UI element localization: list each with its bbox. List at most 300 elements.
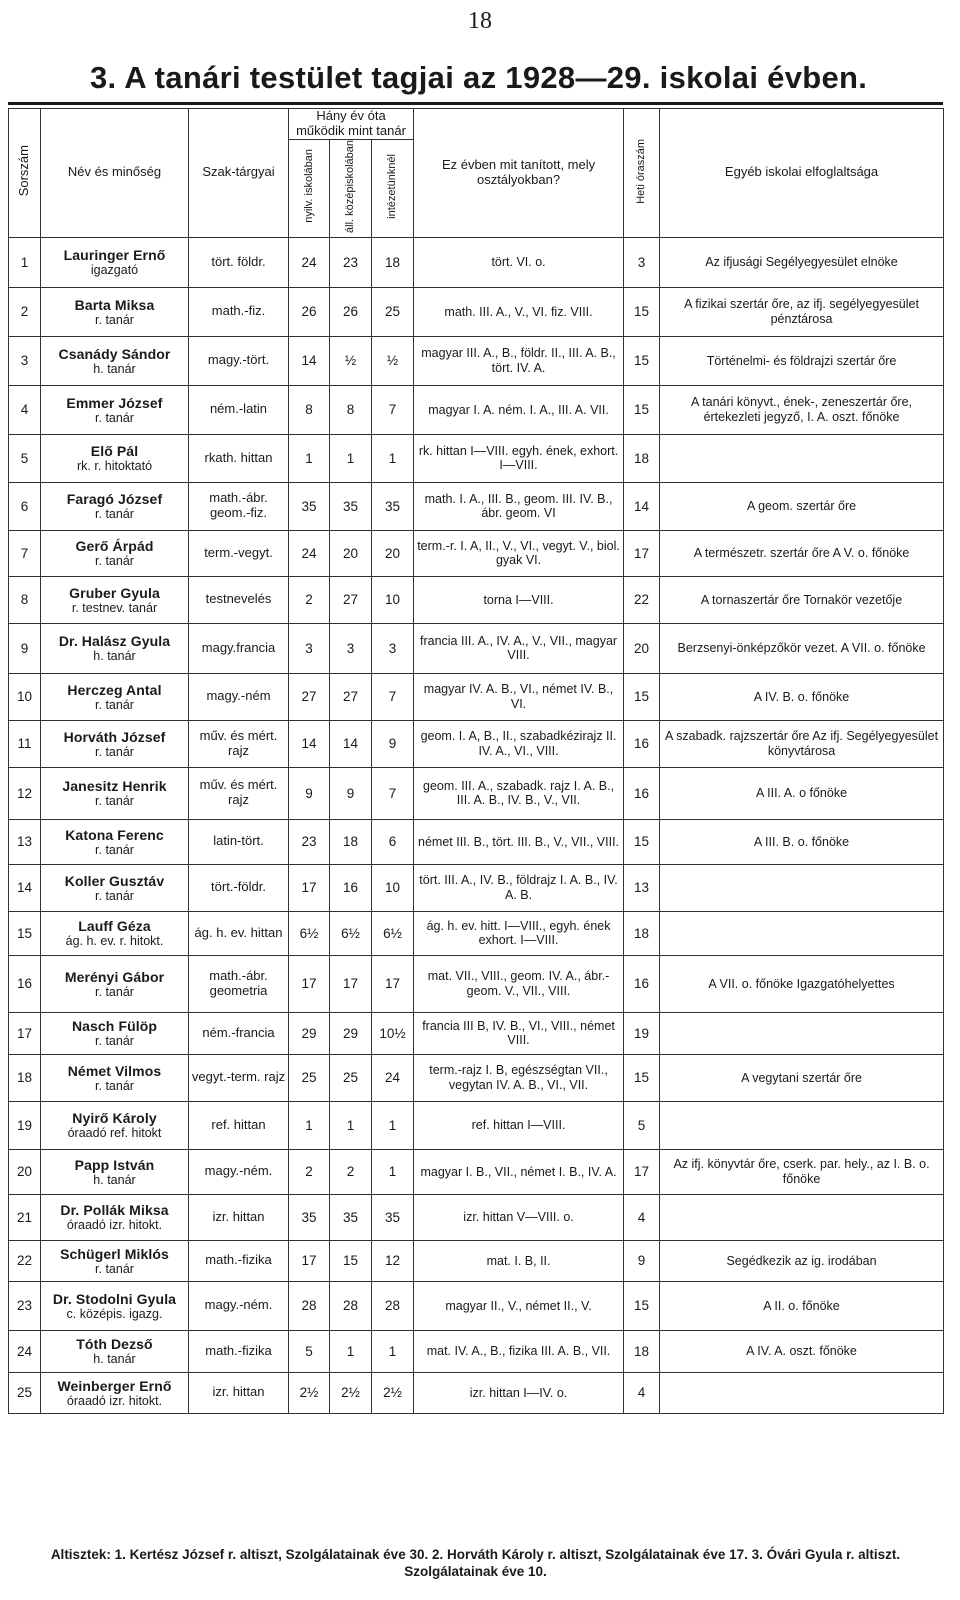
- name-cell: [41, 385, 189, 434]
- row-number-cell: 21: [9, 1194, 41, 1240]
- other-duties-cell: A VII. o. főnöke Igazgatóhelyettes: [660, 955, 944, 1012]
- years-here-cell: 2½: [372, 1372, 414, 1413]
- other-duties-cell: A tornaszertár őre Tornakör vezetője: [660, 576, 944, 623]
- years-state-cell: 8: [330, 385, 372, 434]
- subject-cell: ref. hittan: [189, 1101, 289, 1149]
- table-row: [9, 1330, 944, 1372]
- years-public-cell: 17: [289, 955, 330, 1012]
- weekly-hours-cell: 17: [624, 530, 660, 576]
- years-state-cell: 17: [330, 955, 372, 1012]
- row-number-cell: 19: [9, 1101, 41, 1149]
- header-years-state: áll. középiskolában: [330, 139, 372, 237]
- teacher-name: Papp István: [74, 1156, 155, 1173]
- teacher-name: Gerő Árpád: [75, 538, 154, 555]
- weekly-hours-cell: 18: [624, 911, 660, 955]
- years-state-cell: 29: [330, 1012, 372, 1054]
- row-number-cell: 11: [9, 720, 41, 767]
- subject-cell: math.-fizika: [189, 1240, 289, 1281]
- years-state-cell: 1: [330, 1330, 372, 1372]
- table-row: [9, 623, 944, 673]
- years-here-cell: 25: [372, 287, 414, 336]
- years-state-cell: 14: [330, 720, 372, 767]
- years-public-cell: 17: [289, 864, 330, 911]
- weekly-hours-cell: 15: [624, 1054, 660, 1101]
- table-row: [9, 287, 944, 336]
- teacher-rank: r. tanár: [95, 507, 134, 522]
- taught-cell: rk. hittan I—VIII. egyh. ének, exhort. I—VIII.: [414, 434, 624, 482]
- row-number-cell: 3: [9, 336, 41, 385]
- teacher-rank: r. tanár: [95, 312, 134, 327]
- weekly-hours-cell: 3: [624, 237, 660, 287]
- title-rule: [8, 102, 943, 105]
- other-duties-cell: [660, 1101, 944, 1149]
- years-here-cell: 7: [372, 385, 414, 434]
- taught-cell: ref. hittan I—VIII.: [414, 1101, 624, 1149]
- other-duties-cell: A IV. B. o. főnöke: [660, 673, 944, 720]
- teacher-rank: rk. r. hitoktató: [76, 459, 153, 474]
- teacher-name: Schügerl Miklós: [60, 1245, 169, 1262]
- taught-cell: francia III B, IV. B., VI., VIII., német VIII.: [414, 1012, 624, 1054]
- taught-cell: ág. h. ev. hitt. I—VIII., egyh. ének exhort. I—VIII.: [414, 911, 624, 955]
- other-duties-cell: [660, 864, 944, 911]
- years-state-cell: 2: [330, 1149, 372, 1194]
- taught-cell: torna I—VIII.: [414, 576, 624, 623]
- name-cell: [41, 1054, 189, 1101]
- table-row: [9, 1149, 944, 1194]
- subject-cell: műv. és mért. rajz: [189, 720, 289, 767]
- weekly-hours-cell: 15: [624, 336, 660, 385]
- header-subjects: Szak-tárgyai: [189, 109, 289, 238]
- name-cell: [41, 911, 189, 955]
- table-row: [9, 530, 944, 576]
- years-here-cell: 20: [372, 530, 414, 576]
- subject-cell: izr. hittan: [189, 1194, 289, 1240]
- row-number-cell: 4: [9, 385, 41, 434]
- years-here-cell: 6½: [372, 911, 414, 955]
- other-duties-cell: Az ifjusági Segélyegyesület elnöke: [660, 237, 944, 287]
- other-duties-cell: A IV. A. oszt. főnöke: [660, 1330, 944, 1372]
- name-cell: [41, 1330, 189, 1372]
- years-public-cell: 14: [289, 336, 330, 385]
- teacher-name: Horváth József: [63, 728, 166, 745]
- teacher-rank: r. tanár: [95, 554, 134, 569]
- name-cell: [41, 1149, 189, 1194]
- years-state-cell: 26: [330, 287, 372, 336]
- subject-cell: math.-fizika: [189, 1330, 289, 1372]
- taught-cell: geom. III. A., szabadk. rajz I. A. B., III. A. B., IV. B., V., VII.: [414, 767, 624, 819]
- years-here-cell: 10: [372, 864, 414, 911]
- subject-cell: tört. földr.: [189, 237, 289, 287]
- weekly-hours-cell: 13: [624, 864, 660, 911]
- row-number-cell: 17: [9, 1012, 41, 1054]
- years-here-cell: 12: [372, 1240, 414, 1281]
- years-public-cell: 3: [289, 623, 330, 673]
- teacher-rank: r. tanár: [95, 1034, 134, 1049]
- name-cell: [41, 287, 189, 336]
- teacher-name: Emmer József: [66, 394, 163, 411]
- name-cell: [41, 530, 189, 576]
- other-duties-cell: A geom. szertár őre: [660, 482, 944, 530]
- years-state-cell: 35: [330, 1194, 372, 1240]
- years-state-cell: 20: [330, 530, 372, 576]
- years-state-cell: 35: [330, 482, 372, 530]
- table-row: [9, 720, 944, 767]
- table-row: [9, 385, 944, 434]
- subject-cell: term.-vegyt.: [189, 530, 289, 576]
- teacher-name: Herczeg Antal: [67, 681, 162, 698]
- weekly-hours-cell: 9: [624, 1240, 660, 1281]
- other-duties-cell: [660, 434, 944, 482]
- name-cell: [41, 819, 189, 864]
- years-public-cell: 28: [289, 1281, 330, 1330]
- other-duties-cell: A II. o. főnöke: [660, 1281, 944, 1330]
- taught-cell: tört. VI. o.: [414, 237, 624, 287]
- years-public-cell: 25: [289, 1054, 330, 1101]
- row-number-cell: 23: [9, 1281, 41, 1330]
- table-row: [9, 955, 944, 1012]
- years-public-cell: 1: [289, 434, 330, 482]
- header-other-duties: Egyéb iskolai elfoglaltsága: [660, 109, 944, 238]
- teacher-name: Elő Pál: [90, 443, 139, 460]
- years-state-cell: 27: [330, 673, 372, 720]
- subject-cell: latin-tört.: [189, 819, 289, 864]
- subject-cell: magy.-ném.: [189, 1281, 289, 1330]
- years-state-cell: 2½: [330, 1372, 372, 1413]
- taught-cell: mat. IV. A., B., fizika III. A. B., VII.: [414, 1330, 624, 1372]
- row-number-cell: 15: [9, 911, 41, 955]
- row-number-cell: 24: [9, 1330, 41, 1372]
- years-public-cell: 2: [289, 576, 330, 623]
- taught-cell: magyar II., V., német II., V.: [414, 1281, 624, 1330]
- teacher-name: Nasch Fülöp: [71, 1018, 158, 1035]
- header-weekly-hours: Heti óraszám: [624, 109, 660, 238]
- years-here-cell: 9: [372, 720, 414, 767]
- row-number-cell: 7: [9, 530, 41, 576]
- name-cell: [41, 673, 189, 720]
- row-number-cell: 14: [9, 864, 41, 911]
- taught-cell: math. III. A., V., VI. fiz. VIII.: [414, 287, 624, 336]
- taught-cell: term.-rajz I. B, egészségtan VII., vegytan IV. A. B., VI., VII.: [414, 1054, 624, 1101]
- years-state-cell: 1: [330, 1101, 372, 1149]
- years-state-cell: 23: [330, 237, 372, 287]
- years-public-cell: 2½: [289, 1372, 330, 1413]
- other-duties-cell: [660, 1372, 944, 1413]
- teacher-rank: óraadó izr. hitokt.: [66, 1393, 163, 1408]
- teacher-name: Katona Ferenc: [65, 826, 164, 843]
- table-row: [9, 336, 944, 385]
- table-row: [9, 819, 944, 864]
- name-cell: [41, 1012, 189, 1054]
- years-public-cell: 24: [289, 237, 330, 287]
- row-number-cell: 22: [9, 1240, 41, 1281]
- years-public-cell: 2: [289, 1149, 330, 1194]
- subject-cell: ág. h. ev. hittan: [189, 911, 289, 955]
- years-public-cell: 26: [289, 287, 330, 336]
- table-row: [9, 911, 944, 955]
- other-duties-cell: [660, 911, 944, 955]
- teacher-name: Lauff Géza: [78, 918, 151, 935]
- years-public-cell: 5: [289, 1330, 330, 1372]
- weekly-hours-cell: 4: [624, 1372, 660, 1413]
- table-row: [9, 237, 944, 287]
- years-public-cell: 35: [289, 482, 330, 530]
- weekly-hours-cell: 19: [624, 1012, 660, 1054]
- weekly-hours-cell: 16: [624, 955, 660, 1012]
- taught-cell: math. I. A., III. B., geom. III. IV. B., ábr. geom. VI: [414, 482, 624, 530]
- teacher-name: Faragó József: [66, 491, 163, 508]
- years-here-cell: 35: [372, 1194, 414, 1240]
- row-number-cell: 2: [9, 287, 41, 336]
- weekly-hours-cell: 17: [624, 1149, 660, 1194]
- years-public-cell: 24: [289, 530, 330, 576]
- weekly-hours-cell: 14: [624, 482, 660, 530]
- table-row: [9, 1101, 944, 1149]
- teacher-name: Dr. Stodolni Gyula: [52, 1290, 177, 1307]
- table-row: [9, 1194, 944, 1240]
- table-row: [9, 1054, 944, 1101]
- teacher-rank: óraadó ref. hitokt: [67, 1126, 162, 1141]
- other-duties-cell: A III. B. o. főnöke: [660, 819, 944, 864]
- teacher-name: Dr. Halász Gyula: [58, 633, 171, 650]
- years-state-cell: 16: [330, 864, 372, 911]
- years-public-cell: 14: [289, 720, 330, 767]
- years-here-cell: 1: [372, 1101, 414, 1149]
- row-number-cell: 6: [9, 482, 41, 530]
- teacher-rank: h. tanár: [93, 649, 136, 664]
- teacher-rank: h. tanár: [93, 1352, 136, 1367]
- name-cell: [41, 955, 189, 1012]
- name-cell: [41, 434, 189, 482]
- weekly-hours-cell: 18: [624, 1330, 660, 1372]
- years-state-cell: 15: [330, 1240, 372, 1281]
- subject-cell: vegyt.-term. rajz: [189, 1054, 289, 1101]
- teacher-rank: ág. h. ev. r. hitokt.: [65, 934, 164, 949]
- subject-cell: math.-ábr. geometria: [189, 955, 289, 1012]
- teacher-rank: r. tanár: [95, 888, 134, 903]
- header-sorszam: Sorszám: [9, 109, 41, 238]
- weekly-hours-cell: 16: [624, 720, 660, 767]
- subject-cell: magy.-ném.: [189, 1149, 289, 1194]
- years-here-cell: ½: [372, 336, 414, 385]
- teacher-rank: h. tanár: [93, 361, 136, 376]
- taught-cell: term.-r. I. A, II., V., VI., vegyt. V., biol. gyak VI.: [414, 530, 624, 576]
- weekly-hours-cell: 16: [624, 767, 660, 819]
- teacher-name: Csanády Sándor: [58, 345, 171, 362]
- taught-cell: izr. hittan I—IV. o.: [414, 1372, 624, 1413]
- taught-cell: német III. B., tört. III. B., V., VII., VIII.: [414, 819, 624, 864]
- weekly-hours-cell: 15: [624, 385, 660, 434]
- years-here-cell: 1: [372, 1149, 414, 1194]
- row-number-cell: 10: [9, 673, 41, 720]
- table-row: [9, 434, 944, 482]
- subject-cell: ném.-latin: [189, 385, 289, 434]
- staff-table: [8, 108, 944, 1414]
- weekly-hours-cell: 18: [624, 434, 660, 482]
- table-row: [9, 673, 944, 720]
- teacher-rank: óraadó izr. hitokt.: [66, 1218, 163, 1233]
- other-duties-cell: Berzsenyi-önképzőkör vezet. A VII. o. főnöke: [660, 623, 944, 673]
- years-state-cell: 18: [330, 819, 372, 864]
- years-here-cell: 3: [372, 623, 414, 673]
- table-row: [9, 576, 944, 623]
- name-cell: [41, 1372, 189, 1413]
- teacher-name: Gruber Gyula: [69, 584, 160, 601]
- years-public-cell: 9: [289, 767, 330, 819]
- years-public-cell: 27: [289, 673, 330, 720]
- taught-cell: mat. VII., VIII., geom. IV. A., ábr.-geom. V., VII., VIII.: [414, 955, 624, 1012]
- weekly-hours-cell: 5: [624, 1101, 660, 1149]
- years-here-cell: 7: [372, 673, 414, 720]
- weekly-hours-cell: 4: [624, 1194, 660, 1240]
- header-name: Név és minőség: [41, 109, 189, 238]
- years-state-cell: 27: [330, 576, 372, 623]
- years-public-cell: 23: [289, 819, 330, 864]
- years-here-cell: 10: [372, 576, 414, 623]
- years-here-cell: 24: [372, 1054, 414, 1101]
- years-public-cell: 1: [289, 1101, 330, 1149]
- footer-note: Altisztek: 1. Kertész József r. altiszt, Szolgálatainak éve 30. 2. Horváth Károly r. altiszt, Szolgálatainak éve 17. 3. Óvári Gyula r. altiszt. Szolgálatainak éve 10.: [50, 1547, 901, 1579]
- years-state-cell: 25: [330, 1054, 372, 1101]
- name-cell: [41, 237, 189, 287]
- years-here-cell: 10½: [372, 1012, 414, 1054]
- years-here-cell: 35: [372, 482, 414, 530]
- other-duties-cell: Az ifj. könyvtár őre, cserk. par. hely., az I. B. o. főnöke: [660, 1149, 944, 1194]
- name-cell: [41, 1281, 189, 1330]
- other-duties-cell: [660, 1012, 944, 1054]
- other-duties-cell: A tanári könyvt., ének-, zeneszertár őre, értekezleti jegyző, I. A. oszt. főnöke: [660, 385, 944, 434]
- teacher-name: Nyirő Károly: [72, 1110, 157, 1127]
- other-duties-cell: A vegytani szertár őre: [660, 1054, 944, 1101]
- subject-cell: testnevelés: [189, 576, 289, 623]
- weekly-hours-cell: 15: [624, 1281, 660, 1330]
- taught-cell: francia III. A., IV. A., V., VII., magyar VIII.: [414, 623, 624, 673]
- teacher-rank: r. tanár: [95, 744, 134, 759]
- subject-cell: magy.-ném: [189, 673, 289, 720]
- subject-cell: math.-ábr. geom.-fiz.: [189, 482, 289, 530]
- table-row: [9, 1372, 944, 1413]
- subject-cell: műv. és mért. rajz: [189, 767, 289, 819]
- teacher-name: Janesitz Henrik: [62, 778, 167, 795]
- row-number-cell: 9: [9, 623, 41, 673]
- weekly-hours-cell: 15: [624, 287, 660, 336]
- other-duties-cell: A fizikai szertár őre, az ifj. segélyegyesület pénztárosa: [660, 287, 944, 336]
- subject-cell: izr. hittan: [189, 1372, 289, 1413]
- teacher-rank: igazgató: [90, 263, 139, 278]
- teacher-rank: c. középis. igazg.: [66, 1306, 163, 1321]
- weekly-hours-cell: 15: [624, 673, 660, 720]
- teacher-rank: h. tanár: [93, 1172, 136, 1187]
- years-public-cell: 17: [289, 1240, 330, 1281]
- years-state-cell: 3: [330, 623, 372, 673]
- years-state-cell: 28: [330, 1281, 372, 1330]
- header-years-public: nyilv. iskolában: [289, 139, 330, 237]
- table-row: [9, 1012, 944, 1054]
- years-public-cell: 29: [289, 1012, 330, 1054]
- years-here-cell: 1: [372, 1330, 414, 1372]
- years-state-cell: 1: [330, 434, 372, 482]
- years-here-cell: 1: [372, 434, 414, 482]
- taught-cell: mat. I. B, II.: [414, 1240, 624, 1281]
- weekly-hours-cell: 20: [624, 623, 660, 673]
- teacher-rank: r. tanár: [95, 697, 134, 712]
- header-years-group: Hány év óta működik mint tanár: [289, 109, 414, 140]
- other-duties-cell: Történelmi- és földrajzi szertár őre: [660, 336, 944, 385]
- years-state-cell: ½: [330, 336, 372, 385]
- page-number: 18: [468, 8, 492, 34]
- weekly-hours-cell: 22: [624, 576, 660, 623]
- row-number-cell: 1: [9, 237, 41, 287]
- name-cell: [41, 623, 189, 673]
- subject-cell: math.-fiz.: [189, 287, 289, 336]
- row-number-cell: 25: [9, 1372, 41, 1413]
- other-duties-cell: A III. A. o főnöke: [660, 767, 944, 819]
- name-cell: [41, 767, 189, 819]
- taught-cell: tört. III. A., IV. B., földrajz I. A. B., IV. A. B.: [414, 864, 624, 911]
- years-public-cell: 8: [289, 385, 330, 434]
- years-state-cell: 6½: [330, 911, 372, 955]
- taught-cell: magyar I. B., VII., német I. B., IV. A.: [414, 1149, 624, 1194]
- taught-cell: magyar I. A. ném. I. A., III. A. VII.: [414, 385, 624, 434]
- subject-cell: magy.-tört.: [189, 336, 289, 385]
- teacher-rank: r. tanár: [95, 1261, 134, 1276]
- table-row: [9, 482, 944, 530]
- years-here-cell: 28: [372, 1281, 414, 1330]
- table-row: [9, 1240, 944, 1281]
- teacher-rank: r. tanár: [95, 984, 134, 999]
- name-cell: [41, 1240, 189, 1281]
- years-here-cell: 18: [372, 237, 414, 287]
- years-public-cell: 6½: [289, 911, 330, 955]
- teacher-rank: r. testnev. tanár: [71, 600, 158, 615]
- subject-cell: ném.-francia: [189, 1012, 289, 1054]
- row-number-cell: 16: [9, 955, 41, 1012]
- teacher-name: Barta Miksa: [74, 296, 155, 313]
- teacher-rank: r. tanár: [95, 794, 134, 809]
- row-number-cell: 20: [9, 1149, 41, 1194]
- header-taught: Ez évben mit tanított, mely osztályokban?: [414, 109, 624, 238]
- teacher-name: Weinberger Ernő: [57, 1377, 172, 1394]
- name-cell: [41, 720, 189, 767]
- taught-cell: geom. I. A, B., II., szabadkézirajz II. IV. A., VI., VIII.: [414, 720, 624, 767]
- other-duties-cell: [660, 1194, 944, 1240]
- other-duties-cell: A természetr. szertár őre A V. o. főnöke: [660, 530, 944, 576]
- teacher-name: Tóth Dezső: [76, 1336, 153, 1353]
- teacher-name: Lauringer Ernő: [63, 247, 166, 264]
- teacher-name: Merényi Gábor: [64, 968, 165, 985]
- teacher-rank: r. tanár: [95, 842, 134, 857]
- name-cell: [41, 482, 189, 530]
- teacher-rank: r. tanár: [95, 1078, 134, 1093]
- years-public-cell: 35: [289, 1194, 330, 1240]
- row-number-cell: 5: [9, 434, 41, 482]
- years-state-cell: 9: [330, 767, 372, 819]
- subject-cell: rkath. hittan: [189, 434, 289, 482]
- name-cell: [41, 864, 189, 911]
- name-cell: [41, 336, 189, 385]
- subject-cell: tört.-földr.: [189, 864, 289, 911]
- taught-cell: magyar III. A., B., földr. II., III. A. B., tört. IV. A.: [414, 336, 624, 385]
- teacher-name: Német Vilmos: [67, 1062, 162, 1079]
- years-here-cell: 6: [372, 819, 414, 864]
- weekly-hours-cell: 15: [624, 819, 660, 864]
- header-years-here: intézetünknél: [372, 139, 414, 237]
- teacher-name: Dr. Pollák Miksa: [60, 1202, 169, 1219]
- years-here-cell: 7: [372, 767, 414, 819]
- other-duties-cell: Segédkezik az ig. irodában: [660, 1240, 944, 1281]
- other-duties-cell: A szabadk. rajzszertár őre Az ifj. Segélyegyesület könyvtárosa: [660, 720, 944, 767]
- subject-cell: magy.francia: [189, 623, 289, 673]
- table-row: [9, 767, 944, 819]
